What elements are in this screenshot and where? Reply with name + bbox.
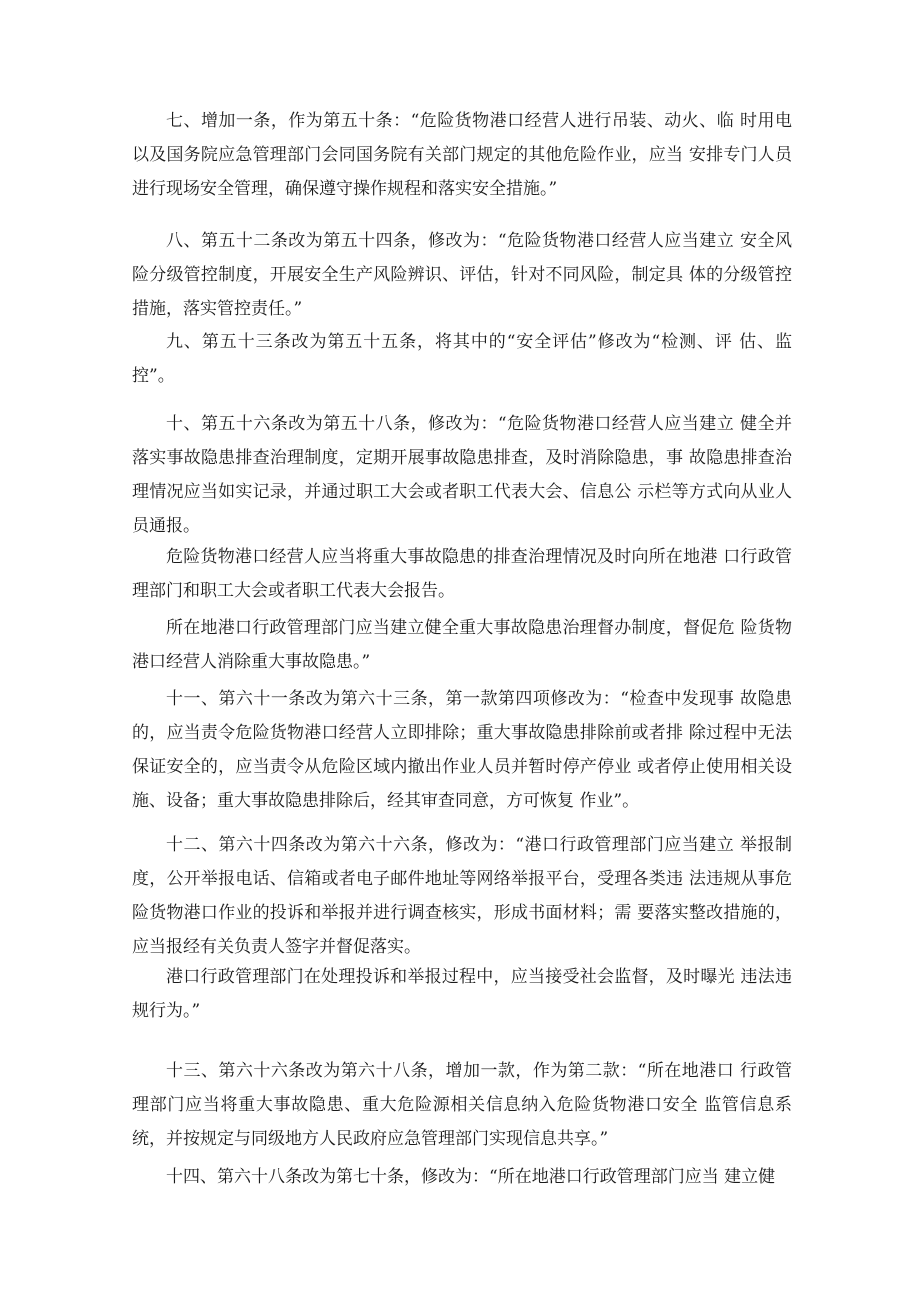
paragraph-article-13: 十三、第六十六条改为第六十八条，增加一款，作为第二款：“所在地港口 行政管理部门应当将重大事故隐患、重大危险源相关信息纳入危险货物港口安全 监管信息系统，并按规定与同级地方人民政府应急管理部门实现信息共享。” — [132, 1061, 792, 1149]
paragraph-article-10-clause-2: 危险货物港口经营人应当将重大事故隐患的排查治理情况及时向所在地港 口行政管理部门和职工大会或者职工代表大会报告。 — [132, 547, 792, 601]
paragraph-article-12: 十二、第六十四条改为第六十六条，修改为：“港口行政管理部门应当建立 举报制度，公开举报电话、信箱或者电子邮件地址等网络举报平台，受理各类违 法违规从事危险货物港口作业的投诉和举报并进行调查核实，形成书面材料；需 要落实整改措施的，应当报经有关负责人签字并督促落实。 — [132, 835, 792, 957]
paragraph-article-14: 十四、第六十八条改为第七十条，修改为：“所在地港口行政管理部门应当 建立健 — [166, 1167, 776, 1187]
paragraph-article-10: 十、第五十六条改为第五十八条，修改为：“危险货物港口经营人应当建立 健全并落实事故隐患排查治理制度，定期开展事故隐患排查，及时消除隐患，事 故隐患排查治理情况应当如实记录，并通过职工大会或者职工代表大会、信息公 示栏等方式向从业人员通报。 — [132, 414, 792, 536]
paragraph-article-11: 十一、第六十一条改为第六十三条，第一款第四项修改为：“检查中发现事 故隐患的，应当责令危险货物港口经营人立即排除；重大事故隐患排除前或者排 除过程中无法保证安全的，应当责令从危险区域内撤出作业人员并暂时停产停业 或者停止使用相关设施、设备；重大事故隐患排除后，经其审查同意，方可恢复 作业”。 — [132, 689, 792, 811]
paragraph-article-9: 九、第五十三条改为第五十五条，将其中的“安全评估”修改为“检测、评 估、监控”。 — [132, 332, 792, 386]
paragraph-article-10-clause-3: 所在地港口行政管理部门应当建立健全重大事故隐患治理督办制度，督促危 险货物港口经营人消除重大事故隐患。” — [132, 618, 792, 672]
paragraph-article-7: 七、增加一条，作为第五十条：“危险货物港口经营人进行吊装、动火、临 时用电以及国务院应急管理部门会同国务院有关部门规定的其他危险作业，应当 安排专门人员进行现场安全管理，确保遵守操作规程和落实安全措施。” — [132, 111, 792, 199]
paragraph-article-8: 八、第五十二条改为第五十四条，修改为：“危险货物港口经营人应当建立 安全风险分级管控制度，开展安全生产风险辨识、评估，针对不同风险，制定具 体的分级管控措施，落实管控责任。” — [132, 231, 792, 319]
paragraph-article-12-clause-2: 港口行政管理部门在处理投诉和举报过程中，应当接受社会监督，及时曝光 违法违规行为。” — [132, 967, 792, 1021]
